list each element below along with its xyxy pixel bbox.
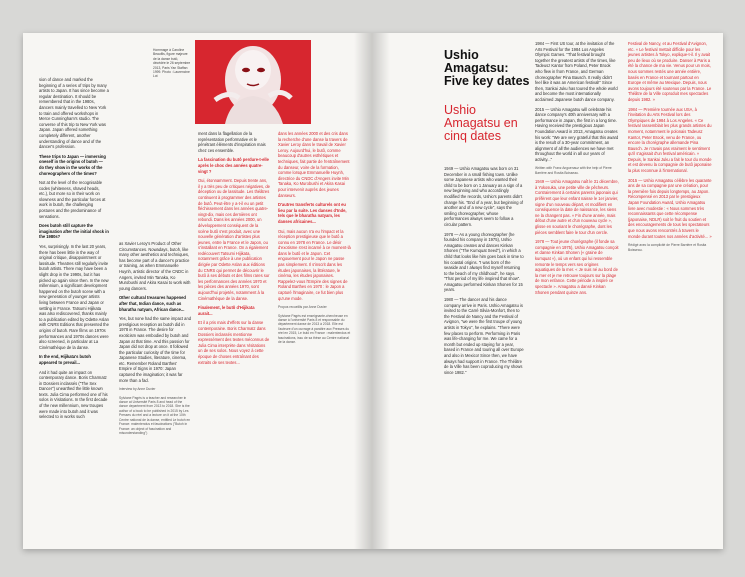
paragraph: These trips to Japan — immersing oneself in the origins of butoh — do they show in the works of the choreographers of the times?: [39, 153, 106, 176]
paragraph: Yes, surprisingly. In the last 20 years, there has been little in the way of original critique, disappointment or lassitude. Theatres still regularly invite butoh artists. There may have been a slight drop in the 1990s, but it has picked up again since then. In the new millennium, a significant development happened on the butoh scene with a new generation of younger artists living between France and Japan or settling in France. Tatsumi Hijikata was also rediscovered, thanks mainly to a publication edited by Odette Aslan with CNRS Editions that presented the origins of butoh. Rare films on 1970s performances and 1970s dances were also screened, in particular at La Cinémathèque de la danse.: [39, 244, 109, 350]
paragraph: 1949 — Ushio Amagatsu naît le 31 décembre, à Yokosuka, une petite ville de pêcheurs. Contrairement à certains parents japonais qui préfèrent que leur enfant naisse le 1er janvier, signe d'un nouveau départ, et modifient en conséquence la date de naissance, les siens ne la changent pas. « Fin d'une année, mais début d'une autre et d'un nouveau cycle », glisse en souriant le chorégraphe, dont les pièces semblent faire le tour d'un cercle.: [535, 179, 619, 235]
paragraph: Et il a pris mais d'effets sur la danse contemporaine. Boris Charmatz dans Dossiers inclassés mentionne expressément des textes méconnus de Julia Cima interprète dans Visitations un de ses solos. Nous voyez à cette époque de choses entraînant des extraits de ses textes...: [198, 320, 270, 365]
right-page: [372, 33, 723, 549]
left-column-2: [119, 241, 191, 439]
paragraph: 1980 — The dancer and his dance company arrive in Paris. Ushio Amagatsu is invited to the Carré Silvia-Monfort, then to the Festival de Nancy and the Festival of Avignon, "we were the first troupe of young artists in Tokyo", he explains. "There were few places to perform. Performing in Paris was life-changing for me. We came for a month but ended up staying for a year, based in France and touring all over Europe and also in Mexico! Since then, we have always had support in France. The Théâtre de la Ville has been coproducing my shows since 1982.": [444, 297, 524, 375]
paragraph: Sylviane Pagès est enseignante-chercheuse en danse à l'université Paris 8 et responsable du département danse de 2013 à 2018. Elle est l'auteure d'un ouvrage à paraître aux Presses du réel en 2015, Le butô en France : malentendus et fascinations, issu de sa thèse au Centre national de la danse.: [278, 313, 351, 345]
article-title: Ushio Amagatsu: Five key dates: [444, 48, 530, 88]
paragraph: dans les années 2000 et des cris dans la recherche d'une danse la travers de Xavier Leroy dans le travail de Xavier Leroy. Aujourd'hui, le butô, comme beaucoup d'autres esthétiques et techniques, fait partie de l'entraînement du danseur, voire de la formation, comme lorsque Emmanuelle Huynh, directrice du CNDC d'Angers invite Min Tanaka, Ko Murobushi et Akira Kasai pour intervenir auprès des jeunes danseurs.: [278, 131, 350, 198]
paragraph: sion of dance and marked the beginning of a series of trips by many artists to Japan. It has since become a regular destination. It should be remembered that in the 1980s, dancers mainly travelled to New York to train and offered workshops in Merce Cunningham's studio. The converse of this trip to New York was Japan. Japan offered something completely different, another understanding of dance and of the dancer's profession.: [39, 77, 109, 150]
paragraph: 2015 — Ushio Amagatsu célèbre les quarante ans de sa compagnie par une création, pour la première fois depuis longtemps, au Japon. Récompensé en 2013 par le prestigieux Japan Foundation Award, Ushio Amagatsu livre avec modestie : « Nous sommes très reconnaissants que cette récompense (japonaise, NDLR) soit le fruit du soutien et des encouragements de tous les spectateurs que nous avons rencontrés à travers le monde durant toutes nos années d'activité... »: [628, 177, 712, 239]
left-column-4-french: [278, 131, 352, 348]
paragraph: Oui, étonnamment. Depuis trente ans, il y a très peu de critiques négatives, de déception ou de lassitude. Les théâtres continuent à programmer des artistes de butô. Peut-être y a-t-il eu un petit fléchissement dans les années quatre-vingt-dix, mais ces dernières ont rebondi. Dans les années 2000, un développement conséquent de la scène butô s'est produit, avec une nouvelle génération d'artistes plus jeunes, entre la France et le Japon, ou s'installant en France. On a également redécouvert Tatsumi Hijikata, notamment grâce à une publication dirigée par Odette Aslan aux éditions du CNRS qui permet de découvrir le butô à ses débuts et des films rares sur les performances des années 1970 et les pièces des années 1970, sont aujourd'hui projetés, notamment à la Cinémathèque de la danse.: [198, 178, 270, 301]
article-subtitle: Ushio Amagatsu en cinq dates: [444, 103, 518, 143]
portrait-image: [195, 40, 311, 124]
paragraph: In the end, Hijikata's butoh appeared to prevail...: [39, 354, 91, 365]
paragraph: D'autres transferts culturels ont eu lieu par la suite. Les danses d'Inde, tels que le bharatha natyam, les danses africaines...: [278, 202, 347, 224]
paragraph: Propos recueillis par Anne Duvier: [278, 305, 327, 310]
paragraph: 1978 — As a young choreographer (he founded his company in 1975), Ushio Amagatsu creates and dances Kinkan Shonen ("The Kumquat Seed"), in which a child that looks like him goes back in time to his coastal origins. "I was born of the seaside and I always find myself returning to the beach of my childhood", he says. "That period of my life inspired that show". Amagatsu performed Kinkan Shonen for 15 years.: [444, 231, 524, 293]
paragraph: Rédigé avec la complicité de Pierre Barrière et Rosita Boisseau.: [628, 243, 707, 252]
paragraph: as Xavier Leroy's Product of Other Circumstances. Nowadays, butoh, like many other aesthetics and techniques, has become part of a dancer's practice or training, as when Emmanuelle Huynh, artistic director of the CNDC in Angers, invited Min Tanaka, Ko Murobushi and Akira Kasai to work with young dancers.: [119, 241, 191, 291]
right-column-2: [535, 41, 619, 299]
paragraph: Other cultural treasures happened after that, Indian dance, such as bharatha natyam, African dance...: [119, 295, 186, 312]
paragraph: 1978 — Tout jeune chorégraphe (il fonde sa compagnie en 1975), Ushio Amagatsu conçoit et danse Kinkan Shonen (« graine de kumquat »), où un enfant qui lui ressemble remonte le temps vers ses origines aquatiques de la mer. « Je suis né au bord de la mer et je me retrouve toujours sur la plage de mon enfance. Cette période a inspiré ce spectacle ». Amagatsu a dansé Kinkan Shonen pendant quinze ans.: [535, 239, 619, 295]
paragraph: 2015 — Ushio Amagatsu will celebrate his dance company's 40th anniversary with a performance in Japan, the first in a long time. Having received the prestigious Japan Foundation Award in 2013, Amagatsu creates his work: "We are very grateful that this award is the result of a 30-year commitment, an alignment of all the audiences we have met throughout the world in all our years of activity...": [535, 106, 619, 162]
paragraph: ment dans la flagellation de la représentation performative et le pénétrant éléments d'inspiration mais chez ces ensemble.: [198, 131, 266, 153]
paragraph: Festival de Nancy, et au Festival d'Avignon, etc. « Le festival mettait difficile pour les jeunes artistes à Tokyo, explique-t-il. Il y avait peu de lieux où se produire. Danser à Paris a été la chance de ma vie. Venus pour un mois, nous sommes restés une année entière, basés en France et tournant partout en Europe et même au Mexique. Depuis, nous avons toujours été soutenus par la France. Le Théâtre de la Ville coproduit mes spectacles depuis 1982. »: [628, 41, 712, 102]
magazine-spread: [23, 33, 723, 549]
paragraph: 1984 — Première tournée aux USA, à l'invitation du Arts Festival lors des Olympiques de 1984 à Los Angeles. « Ce festival rassemblait les plus grands artistes du moment, notamment le polonais Tadeusz Kantor, Peter Brook, venu de France, ou encore la chorégraphe allemande Pina Bausch. Je n'avais pas vraiment le sentiment qu'il s'agissait d'un festival américain. » Depuis, le Sankai Juku a fait le tour du monde et est devenu la compagnie de butô japonaise la plus reconnue à l'international.: [628, 106, 712, 174]
paragraph: Written with Franz Anguenauz with the help of Pierre Barrière and Rosita Boisseau.: [535, 166, 612, 175]
paragraph: And it had quite an impact on contemporary dance. Boris Charmatz in Dossiers inclassés ("The Sex Dancer") unearthed the little known texts. Julia Cima performed one of his solos in Visitations. In the first decade of the new millennium, new troupes were made into butoh and it was selected to in works such: [39, 369, 108, 420]
paragraph: Oui, mais aucun n'a eu l'impact et la réception prestigieuse que le butô a connu en 1978 en France. Le désir d'exotisme s'est incarné à ce moment-là dans le butô et le Japon. Cet engouement pour le Japon ne passe pas simplement. Il s'inscrit dans les études japonaises, la littérature, le cinéma, les études japonaises. Rappelez-vous l'Empire des signes de Roland Barthes en 1970 : le Japon a capturé l'imaginaire, ce fut bien plus qu'une mode.: [278, 228, 351, 301]
photo-ushio-amagatsu: [195, 40, 311, 124]
paragraph: Does butoh still capture the imagination after the initial shock in the 1980s?: [39, 223, 109, 240]
paragraph: Yes, but none had the same impact and prestigious reception as butoh did in 1978 in France. The desire for exoticism was embodied by butoh and Japan at that time. And this passion for Japan did not drop at once. It followed the particular curiosity of the time for Japanese Studies, literature, cinema, etc. Remember Roland Barthes' Empire of Signs in 1970: Japan captured the imagination; it was far more than a fad.: [119, 316, 191, 383]
left-column-3-french: [198, 131, 270, 369]
paragraph: 1984 — First US tour, at the invitation of the Arts Festival for the 1984 Los Angeles Olympic Games. "That festival brought together the greatest artists of the times, like Tadeusz Kantor from Poland, Peter Brook who flew in from France, and German choreographer Pina Bausch. It really didn't feel like it was an American festival!" Since then, Sankai Juku has toured the whole world and become the most internationally acclaimed Japanese butoh dance company.: [535, 41, 618, 102]
gutter-shadow-right: [372, 33, 390, 549]
left-column-1: [39, 77, 109, 424]
paragraph: 1949 — Ushio Amagatsu was born on 31 December in a small fishing town. Unlike some Japanese artists who wanted their child to be born on 1 January as a sign of a new beginning and who accordingly modified the records, Ushio's parents didn't change his. "End of a year, but beginning of another and of a new cycle", says the smiling choreographer, whose performances always seem to follow a circular pattern.: [444, 166, 524, 227]
paragraph: La fascination du butô perdure-t-elle après le choc des années quatre-vingt ?: [198, 157, 269, 174]
photo-caption: Hommage à Caroline Beaufils, figure majeure de la danse butô, décédée le 26 septembre 2013, Paris Yan Staffan 1999. Photo : Laurencine Lot: [153, 48, 191, 79]
paragraph: Sylviane Pagès is a teacher and researcher in dance at Université Paris 8 and head of the dance department from 2013 to 2018. She is the author of a book to be published in 2015 by Les Presses du réel and a lecture on it at the 10th Centre national de la danse, entitled Le butoh en France: malentendus et fascinations ("Butoh in France: an object of fascination and misunderstanding"): [119, 395, 191, 435]
paragraph: Not at the level of the recognisable codes (whiteness, shaved heads, etc.), but more so in their work on slowness and the particular forces at work in butoh, the challenging postures and the predominance of sensations.: [39, 180, 106, 219]
right-column-3: [628, 41, 712, 256]
paragraph: Interview by Anne Duvier: [119, 387, 156, 392]
gutter-shadow-left: [354, 33, 372, 549]
paragraph: Finalement, le butô d'Hijikata aurait...: [198, 305, 255, 316]
left-page: [23, 33, 372, 549]
right-column-1: [444, 166, 524, 379]
